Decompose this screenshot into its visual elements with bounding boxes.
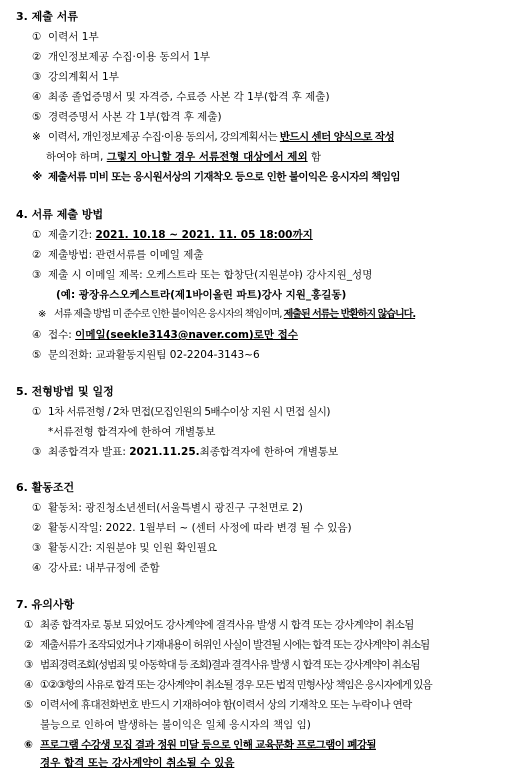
s4-item-3 [32, 268, 372, 282]
s5-item-1 [32, 405, 330, 419]
s4-note [38, 308, 415, 322]
item-number: ⑥ [24, 739, 33, 751]
s7-item-4 [24, 678, 432, 692]
item-text: 최종 합격자로 통보 되었어도 강사계약에 결격사유 발생 시 합격 또는 강사계약이 취소됨 [40, 619, 414, 631]
s7-item-5-cont: 불능으로 인하여 발생하는 불이익은 일체 응시자의 책임 임) [40, 719, 311, 731]
item-number: ① [24, 619, 33, 631]
note-mark: ※ [32, 131, 41, 143]
s7-item-3 [24, 658, 419, 672]
s3-item-2 [32, 50, 210, 64]
item-number: ④ [32, 329, 42, 341]
s3-note-2 [32, 170, 400, 184]
item-text: 1차 서류전형 / 2차 면접(모집인원의 5배수이상 지원 시 면접 실시) [48, 406, 330, 418]
note-emphasis: 그렇지 아니할 경우 서류전형 대상에서 제외 [106, 151, 308, 163]
item-number: ⑤ [24, 699, 33, 711]
item-text: 문의전화: 교과활동지원팀 02-2204-3143~6 [48, 349, 260, 361]
s5-item-1-note: *서류전형 합격자에 한하여 개별통보 [48, 426, 216, 438]
item-text: 강의계획서 1부 [48, 71, 119, 83]
s4-item-4 [32, 328, 298, 342]
s3-item-5 [32, 110, 222, 124]
item-text: 활동시작일: 2022. 1월부터 ~ (센터 사정에 따라 변경 될 수 있음) [48, 522, 352, 534]
item-number: ② [32, 522, 42, 534]
s7-item-2 [24, 638, 429, 652]
item-number: ② [32, 249, 42, 261]
item-number: ③ [32, 446, 42, 458]
item-number: ④ [24, 679, 33, 691]
submission-period: 2021. 10.18 ~ 2021. 11. 05 18:00까지 [95, 229, 313, 241]
item-text: 프로그램 수강생 모집 결과 정원 미달 등으로 인해 교육문화 프로그램이 폐강될 [40, 739, 376, 751]
item-label: 접수: [48, 329, 76, 341]
s7-item-5 [24, 698, 412, 712]
item-text: 활동처: 광진청소년센터(서울특별시 광진구 구천면로 2) [48, 502, 303, 514]
item-number: ② [32, 51, 42, 63]
section-6-title: 6. 활동조건 [16, 481, 75, 494]
s3-note-1-cont [46, 150, 321, 164]
item-text: 최종합격자 발표: [48, 446, 130, 458]
item-number: ② [24, 639, 33, 651]
s6-item-3 [32, 541, 217, 555]
s6-item-1 [32, 501, 303, 515]
item-number: ⑤ [32, 349, 42, 361]
item-text: 개인정보제공 수집·이용 동의서 1부 [48, 51, 211, 63]
item-text: 제출방법: 관련서류를 이메일 제출 [48, 249, 204, 261]
s3-item-1 [32, 30, 99, 44]
s3-item-3 [32, 70, 119, 84]
s7-item-6 [24, 738, 376, 752]
item-number: ③ [32, 542, 42, 554]
item-number: ① [32, 229, 42, 241]
note-text: 하여야 하며, [46, 151, 107, 163]
item-number: ① [32, 502, 42, 514]
section-4-title: 4. 서류 제출 방법 [16, 208, 104, 221]
note-text: 이력서, 개인정보제공 수집·이용 동의서, 강의계획서는 [48, 131, 280, 143]
s4-example: (예: 광장유스오케스트라(제1바이올린 파트)강사 지원_홍길동) [56, 289, 347, 301]
item-text: 경력증명서 사본 각 1부(합격 후 제출) [48, 111, 222, 123]
note-emphasis: 반드시 센터 양식으로 작성 [279, 131, 394, 143]
s6-item-4 [32, 561, 160, 575]
item-text: 최종합격자에 한하여 개별통보 [199, 446, 339, 458]
announcement-date: 2021.11.25. [129, 446, 200, 458]
s4-item-2 [32, 248, 204, 262]
submission-email: 이메일(seekle3143@naver.com)로만 접수 [75, 329, 298, 341]
item-text: 제출서류가 조작되었거나 기재내용이 허위인 사실이 발견될 시에는 합격 또는 강사계약이 취소됨 [40, 639, 430, 651]
item-text: ①②③항의 사유로 합격 또는 강사계약이 취소될 경우 모든 법적 민형사상 책임은 응시자에게 있음 [40, 679, 432, 691]
item-text: 최종 졸업증명서 및 자격증, 수료증 사본 각 1부(합격 후 제출) [48, 91, 330, 103]
section-3-title: 3. 제출 서류 [16, 10, 78, 23]
s3-note-1 [32, 130, 394, 144]
note-text: 서류 제출 방법 미 준수로 인한 불이익은 응시자의 책임이며, [54, 309, 284, 320]
item-number: ④ [32, 91, 42, 103]
s4-item-5 [32, 348, 260, 362]
section-5-title: 5. 전형방법 및 일정 [16, 385, 114, 398]
item-text: 이력서에 휴대전화번호 반드시 기재하여야 함(이력서 상의 기재착오 또는 누락이나 연락 [40, 699, 412, 711]
s7-item-6-cont: 경우 합격 또는 강사계약이 취소될 수 있음 [40, 757, 235, 769]
note-emphasis: 제출된 서류는 반환하지 않습니다. [283, 309, 416, 320]
s7-item-1 [24, 618, 414, 632]
note-mark: ※ [32, 171, 42, 183]
note-text: 함 [307, 151, 322, 163]
item-number: ⑤ [32, 111, 42, 123]
s6-item-2 [32, 521, 352, 535]
item-text: 제출 시 이메일 제목: 오케스트라 또는 합창단(지원분야) 강사지원_성명 [48, 269, 373, 281]
item-text: 범죄경력조회(성범죄 및 아동학대 등 조회)결과 결격사유 발생 시 합격 또는 강사계약이 취소됨 [40, 659, 420, 671]
item-number: ① [32, 31, 42, 43]
item-label: 제출기간: [48, 229, 96, 241]
item-number: ④ [32, 562, 42, 574]
s4-item-1 [32, 228, 313, 242]
item-text: 이력서 1부 [48, 31, 99, 43]
note-text: 제출서류 미비 또는 응시원서상의 기재착오 등으로 인한 불이익은 응시자의 책임임 [48, 171, 400, 183]
item-number: ③ [24, 659, 33, 671]
item-text: 강사료: 내부규정에 준함 [48, 562, 160, 574]
s5-item-2 [32, 445, 338, 459]
item-number: ① [32, 406, 41, 418]
s3-item-4 [32, 90, 330, 104]
item-number: ③ [32, 269, 42, 281]
item-number: ③ [32, 71, 42, 83]
section-7-title: 7. 유의사항 [16, 598, 75, 611]
note-mark: ※ [38, 309, 46, 320]
item-text: 활동시간: 지원분야 및 인원 확인필요 [48, 542, 218, 554]
